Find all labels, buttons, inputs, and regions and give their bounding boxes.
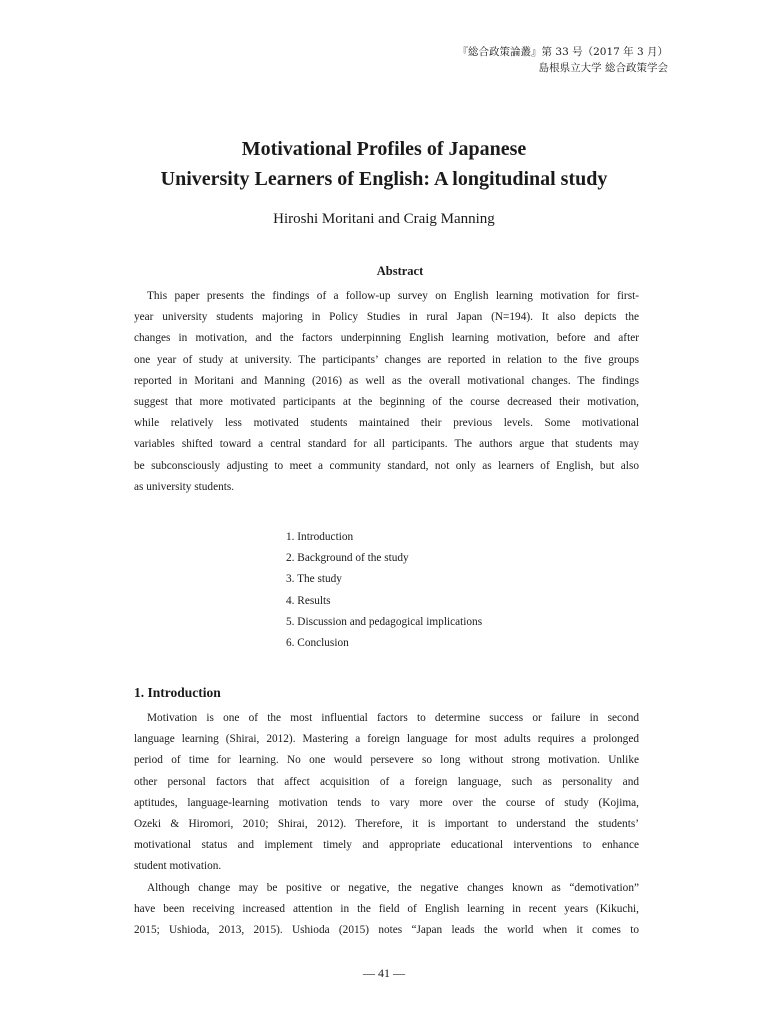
introduction-body: [134, 708, 639, 941]
abstract-line: This paper presents the findings of a follow-up survey on English learning motivation for first-: [147, 290, 639, 302]
toc-item: 1. Introduction: [286, 531, 354, 543]
title-line-2: University Learners of English: A longitudinal study: [160, 168, 608, 190]
paragraph-line: other personal factors that affect acquisition of a foreign language, such as personality and: [134, 775, 639, 788]
abstract-line: suggest that more motivated participants at the beginning of the course decreased their motivation,: [134, 395, 639, 408]
abstract-line: reported in Moritani and Manning (2016) as well as the overall motivational changes. The findings: [134, 374, 639, 387]
paragraph-line: motivational status and implement timely and appropriate educational interventions to enhance: [134, 839, 639, 852]
abstract-line: changes in motivation, and the factors underpinning English learning motivation, before and after: [134, 332, 639, 345]
toc-item: 6. Conclusion: [286, 636, 349, 649]
paragraph-line: student motivation.: [134, 860, 222, 873]
journal-citation: 『総合政策論叢』第 33 号（2017 年 3 月）: [457, 46, 668, 58]
authors: Hiroshi Moritani and Craig Manning: [273, 211, 495, 227]
abstract-line: variables shifted toward a central standard for all participants. The authors argue that students may: [134, 438, 639, 451]
journal-publisher: 島根県立大学 総合政策学会: [538, 62, 668, 74]
paragraph-line: aptitudes, language-learning motivation tends to vary more over the course of study (Kojima,: [134, 796, 639, 809]
abstract-line: as university students.: [134, 480, 235, 493]
paragraph-line: Ozeki & Hiromori, 2010; Shirai, 2012). Therefore, it is important to understand the students’: [134, 817, 639, 830]
paragraph-line: Although change may be positive or negative, the negative changes known as “demotivation”: [147, 881, 639, 894]
table-of-contents: [286, 527, 482, 654]
paragraph-line: language learning (Shirai, 2012). Mastering a foreign language for most adults requires a prolonged: [134, 733, 639, 746]
abstract-line: be subconsciously adjusting to meet a community standard, not only as learners of English, but also: [134, 459, 639, 472]
paper-title: [0, 134, 768, 194]
abstract-heading: Abstract: [376, 264, 424, 278]
toc-item: 5. Discussion and pedagogical implications: [286, 615, 483, 628]
section-heading: 1. Introduction: [134, 685, 221, 700]
abstract-line: year university students majoring in Policy Studies in rural Japan (N=194). It also depicts the: [134, 311, 639, 324]
paragraph-line: period of time for learning. No one would persevere so long without strong motivation. Unlike: [134, 754, 639, 767]
paragraph-line: 2015; Ushioda, 2013, 2015). Ushioda (2015) notes “Japan leads the world when it comes to: [134, 923, 639, 936]
toc-item: 4. Results: [286, 594, 331, 607]
abstract-body: [134, 286, 639, 498]
page-number: ― 41 ―: [363, 966, 405, 980]
paragraph-line: Motivation is one of the most influential factors to determine success or failure in second: [147, 712, 639, 724]
title-line-1: Motivational Profiles of Japanese: [241, 138, 527, 160]
toc-item: 3. The study: [286, 573, 342, 586]
paragraph-line: have been receiving increased attention in the field of English learning in recent years (Kikuchi,: [134, 902, 639, 915]
toc-item: 2. Background of the study: [286, 552, 409, 565]
abstract-line: one year of study at university. The participants’ changes are reported in relation to the five groups: [134, 353, 639, 366]
abstract-line: while relatively less motivated students maintained their previous levels. Some motivational: [134, 417, 639, 430]
journal-header: [458, 44, 668, 76]
